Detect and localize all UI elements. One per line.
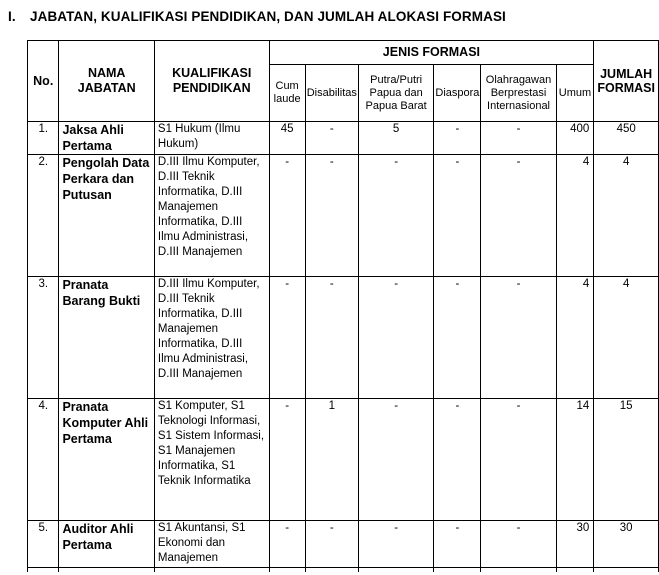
section-number: I.: [8, 9, 16, 24]
row-no: 1.: [28, 122, 59, 155]
row-diaspora: -: [434, 122, 481, 155]
row-umum: 4: [556, 155, 594, 277]
row-jumlah: 4: [594, 155, 659, 277]
section-title: JABATAN, KUALIFIKASI PENDIDIKAN, DAN JUMLAH ALOKASI FORMASI: [30, 9, 506, 24]
row-papua: -: [358, 155, 434, 277]
row-no: 3.: [28, 277, 59, 399]
row-papua: -: [358, 277, 434, 399]
table-row: [28, 122, 659, 155]
row-nama-jabatan: Pengolah Data Perkara dan Putusan: [59, 155, 154, 277]
row-disabilitas: 1: [305, 399, 358, 521]
row-cumlaude: -: [269, 277, 305, 399]
header-diaspora: Diaspora: [434, 65, 481, 122]
row-nama-jabatan: Jaksa Ahli Pertama: [59, 122, 154, 155]
row-kualifikasi: S1 Hukum (Ilmu Hukum): [154, 122, 269, 155]
row-olahragawan: -: [481, 155, 556, 277]
row-cumlaude: -: [269, 399, 305, 521]
row-diaspora: -: [434, 399, 481, 521]
table-row: [28, 155, 659, 277]
row-jumlah: 450: [594, 122, 659, 155]
row-disabilitas: -: [305, 155, 358, 277]
header-kualifikasi: KUALIFIKASI PENDIDIKAN: [154, 41, 269, 122]
row-kualifikasi: S1 Akuntansi, S1 Ekonomi dan Manajemen: [154, 521, 269, 568]
row-nama-jabatan: Auditor Ahli Pertama: [59, 521, 154, 568]
row-olahragawan: -: [481, 277, 556, 399]
formasi-table: [27, 40, 659, 572]
row-nama-jabatan: Pranata Komputer Ahli Pertama: [59, 399, 154, 521]
row-disabilitas: -: [305, 277, 358, 399]
row-cumlaude: -: [269, 521, 305, 568]
row-kualifikasi: D.III Ilmu Komputer, D.III Teknik Informatika, D.III Manajemen Informatika, D.III Ilmu Administrasi, D.III Manajemen: [154, 277, 269, 399]
row-olahragawan: -: [481, 122, 556, 155]
table-row: [28, 521, 659, 568]
row-disabilitas: -: [305, 122, 358, 155]
row-diaspora: -: [434, 521, 481, 568]
row-umum: 30: [556, 521, 594, 568]
row-olahragawan: -: [481, 399, 556, 521]
row-olahragawan: -: [481, 521, 556, 568]
row-jumlah: 30: [594, 521, 659, 568]
row-kualifikasi: S1 Komputer, S1 Teknologi Informasi, S1 Sistem Informasi, S1 Manajemen Informatika, S1 Teknik Informatika: [154, 399, 269, 521]
row-diaspora: -: [434, 277, 481, 399]
row-no: 2.: [28, 155, 59, 277]
row-jumlah: 15: [594, 399, 659, 521]
header-jumlah-formasi: JUMLAH FORMASI: [594, 41, 659, 122]
table-row: [28, 399, 659, 521]
header-jenis-formasi: JENIS FORMASI: [269, 41, 594, 65]
header-umum: Umum: [556, 65, 594, 122]
header-no: No.: [28, 41, 59, 122]
row-no: 4.: [28, 399, 59, 521]
table-row-cut: [28, 568, 659, 573]
row-umum: 14: [556, 399, 594, 521]
header-papua: Putra/Putri Papua dan Papua Barat: [358, 65, 434, 122]
row-jumlah: 4: [594, 277, 659, 399]
table-row: [28, 277, 659, 399]
row-cumlaude: -: [269, 155, 305, 277]
header-cumlaude: Cum laude: [269, 65, 305, 122]
header-olahragawan: Olahragawan Berprestasi Internasional: [481, 65, 556, 122]
row-diaspora: -: [434, 155, 481, 277]
row-umum: 4: [556, 277, 594, 399]
row-no: 5.: [28, 521, 59, 568]
row-umum: 400: [556, 122, 594, 155]
row-papua: -: [358, 521, 434, 568]
row-disabilitas: -: [305, 521, 358, 568]
header-disabilitas: Disabilitas: [305, 65, 358, 122]
row-kualifikasi: D.III Ilmu Komputer, D.III Teknik Informatika, D.III Manajemen Informatika, D.III Ilmu Administrasi, D.III Manajemen: [154, 155, 269, 277]
row-cumlaude: 45: [269, 122, 305, 155]
section-heading: [8, 9, 506, 24]
header-nama-jabatan: NAMA JABATAN: [59, 41, 154, 122]
row-nama-jabatan: Pranata Barang Bukti: [59, 277, 154, 399]
row-papua: 5: [358, 122, 434, 155]
row-papua: -: [358, 399, 434, 521]
